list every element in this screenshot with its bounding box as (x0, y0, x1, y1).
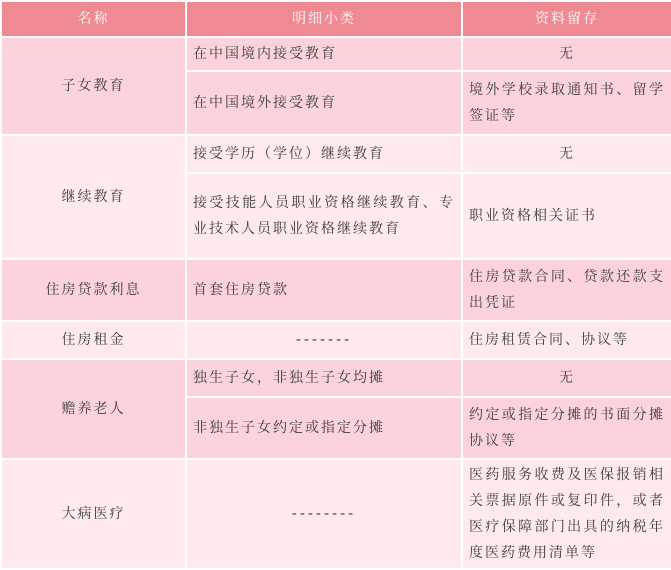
documents-cell: 无 (462, 37, 671, 71)
documents-cell: 住房租赁合同、协议等 (462, 321, 671, 359)
documents-cell: 境外学校录取通知书、留学签证等 (462, 71, 671, 135)
table-row (1, 459, 671, 569)
category-name: 赡养老人 (1, 359, 186, 459)
documents-cell: 医药服务收费及医保报销相关票据原件或复印件，或者医疗保障部门出具的纳税年度医药费用清单等 (462, 459, 671, 569)
category-name: 住房贷款利息 (1, 259, 186, 321)
header-row (1, 1, 671, 37)
table-row (1, 359, 671, 397)
table-row (1, 259, 671, 321)
documents-cell: 住房贷款合同、贷款还款支出凭证 (462, 259, 671, 321)
category-name: 继续教育 (1, 135, 186, 259)
category-name: 住房租金 (1, 321, 186, 359)
subcategory-cell: -------- (186, 459, 462, 569)
documents-cell: 约定或指定分摊的书面分摊协议等 (462, 397, 671, 459)
subcategory-cell: 在中国境外接受教育 (186, 71, 462, 135)
documents-cell: 无 (462, 135, 671, 173)
subcategory-cell: 非独生子女约定或指定分摊 (186, 397, 462, 459)
subcategory-cell: 首套住房贷款 (186, 259, 462, 321)
documents-cell: 职业资格相关证书 (462, 173, 671, 259)
header-documents: 资料留存 (462, 1, 671, 37)
subcategory-cell: 独生子女，非独生子女均摊 (186, 359, 462, 397)
table-row (1, 37, 671, 71)
category-name: 大病医疗 (1, 459, 186, 569)
subcategory-cell: 接受技能人员职业资格继续教育、专业技术人员职业资格继续教育 (186, 173, 462, 259)
header-subcategory: 明细小类 (186, 1, 462, 37)
subcategory-cell: 接受学历（学位）继续教育 (186, 135, 462, 173)
documents-cell: 无 (462, 359, 671, 397)
category-name: 子女教育 (1, 37, 186, 135)
table-row (1, 135, 671, 173)
table-row (1, 321, 671, 359)
subcategory-cell: ------- (186, 321, 462, 359)
subcategory-cell: 在中国境内接受教育 (186, 37, 462, 71)
header-name: 名称 (1, 1, 186, 37)
